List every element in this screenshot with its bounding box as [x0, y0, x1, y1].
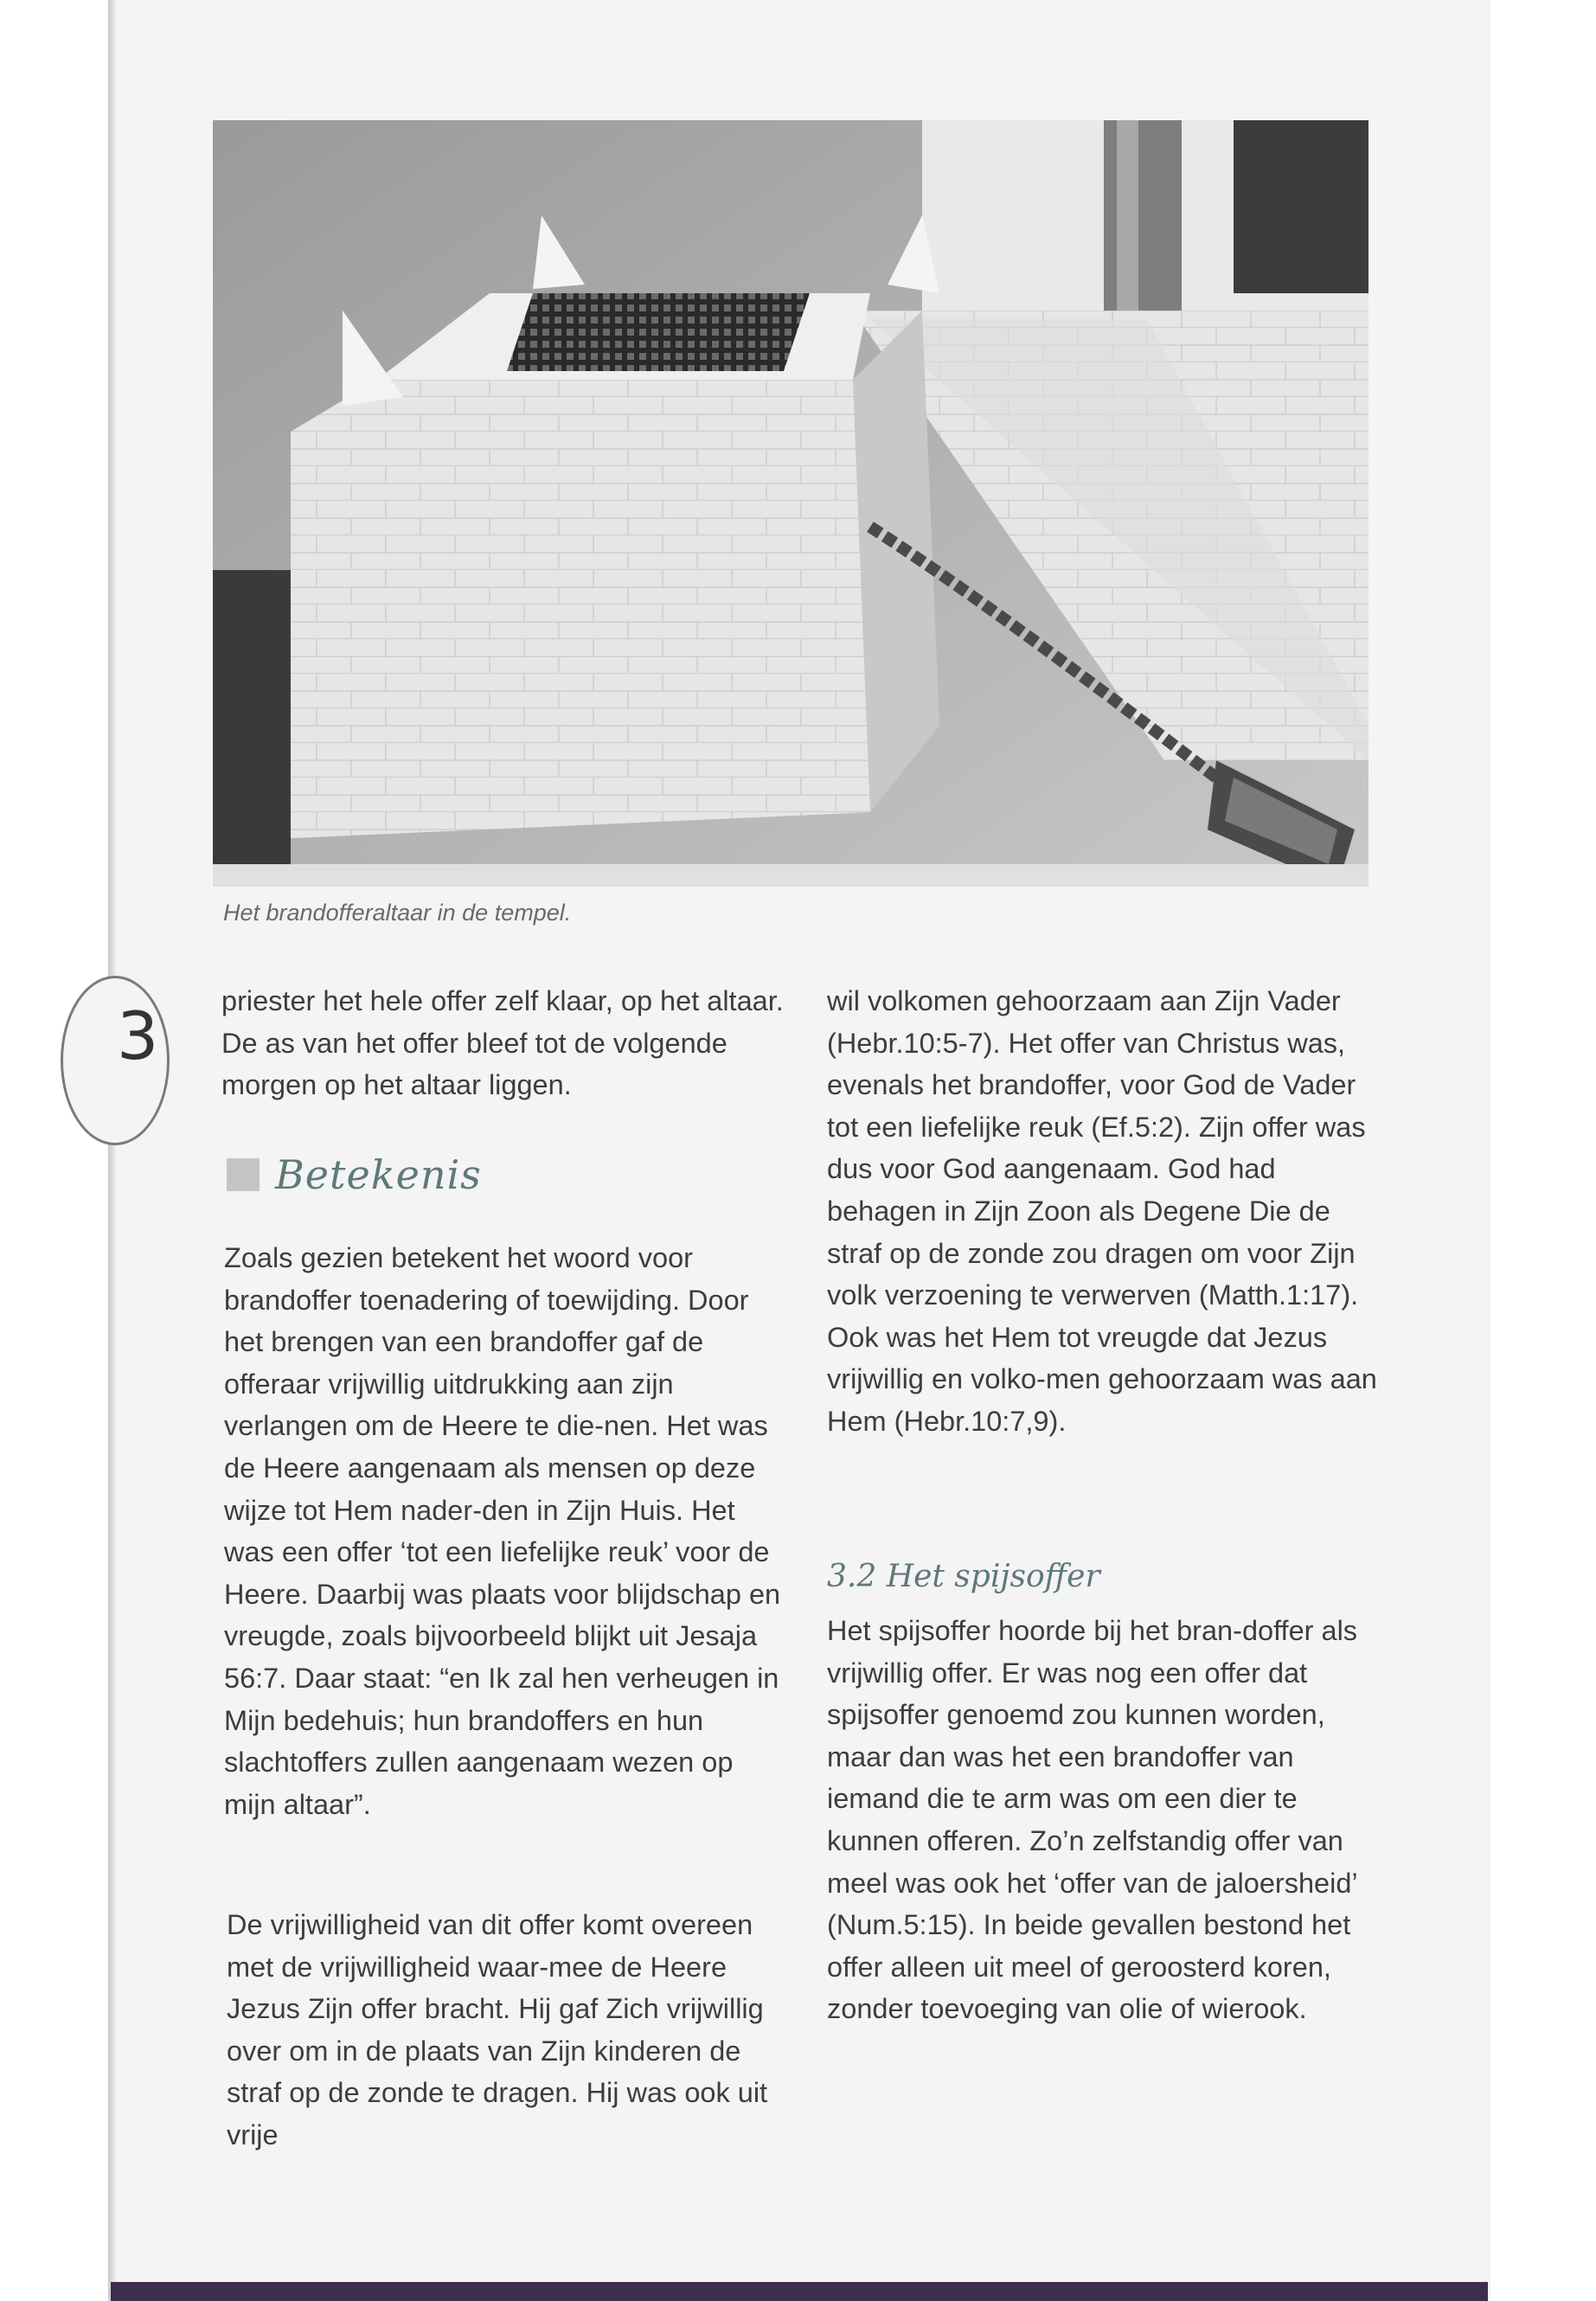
photo-caption: Het brandofferaltaar in de tempel.	[223, 900, 572, 926]
section-heading-spijsoffer: 3.2 Het spijsoffer	[827, 1559, 1100, 1594]
altar-photo	[213, 120, 1368, 887]
paragraph: De vrijwilligheid van dit offer komt overeen met de vrijwilligheid waar-mee de Heere Jezus Zijn offer bracht. Hij gaf Zich vrijwillig over om in de plaats van Zijn kinderen de straf op de zonde te dragen. Hij was ook uit vrije	[227, 1909, 768, 2150]
right-column-paragraph-2	[827, 1610, 1389, 2030]
paragraph: priester het hele offer zelf klaar, op het altaar. De as van het offer bleef tot de volgende morgen op het altaar liggen.	[221, 985, 784, 1101]
section-heading-betekenis	[227, 1149, 482, 1201]
heading-square-icon	[227, 1158, 260, 1191]
chapter-number: 3	[117, 997, 159, 1074]
altar-photo-image	[213, 120, 1368, 887]
left-column-intro	[221, 980, 784, 1106]
page-edge-shadow	[108, 0, 117, 2301]
page-bottom-strip	[111, 2282, 1488, 2301]
left-column-paragraph-1	[224, 1237, 786, 1825]
paragraph: Het spijsoffer hoorde bij het bran-doffer als vrijwillig offer. Er was nog een offer dat spijsoffer genoemd zou kunnen worden, maar dan was het een brandoffer van iemand die te arm was om een dier te kunnen offeren. Zo’n zelfstandig offer van meel was ook het ‘offer van de jaloersheid’ (Num.5:15). In beide gevallen bestond het offer alleen uit meel of geroosterd koren, zonder toevoeging van olie of wierook.	[827, 1615, 1358, 2025]
paragraph: Zoals gezien betekent het woord voor brandoffer toenadering of toewijding. Door het brengen van een brandoffer gaf de offeraar vrijwillig uitdrukking aan zijn verlangen om de Heere te die-nen. Het was de Heere aangenaam als mensen op deze wijze tot Hem nader-den in Zijn Huis. Het was een offer ‘tot een liefelijke reuk’ voor de Heere. Daarbij was plaats voor blijdschap en vreugde, zoals bijvoorbeeld blijkt uit Jesaja 56:7. Daar staat: “en Ik zal hen verheugen in Mijn bedehuis; hun brandoffers en hun slachtoffers zullen aangenaam wezen op mijn altaar”.	[224, 1242, 781, 1820]
right-column-paragraph-1	[827, 980, 1389, 1443]
section-heading-text: Betekenis	[275, 1151, 482, 1198]
left-column-paragraph-2	[227, 1904, 789, 2157]
paragraph: wil volkomen gehoorzaam aan Zijn Vader (Hebr.10:5-7). Het offer van Christus was, evenals het brandoffer, voor God de Vader tot een liefelijke reuk (Ef.5:2). Zijn offer was dus voor God aangenaam. God had behagen in Zijn Zoon als Degene Die de straf op de zonde zou dragen om voor Zijn volk verzoening te verwerven (Matth.1:17). Ook was het Hem tot vreugde dat Jezus vrijwillig en volko-men gehoorzaam was aan Hem (Hebr.10:7,9).	[827, 985, 1377, 1437]
